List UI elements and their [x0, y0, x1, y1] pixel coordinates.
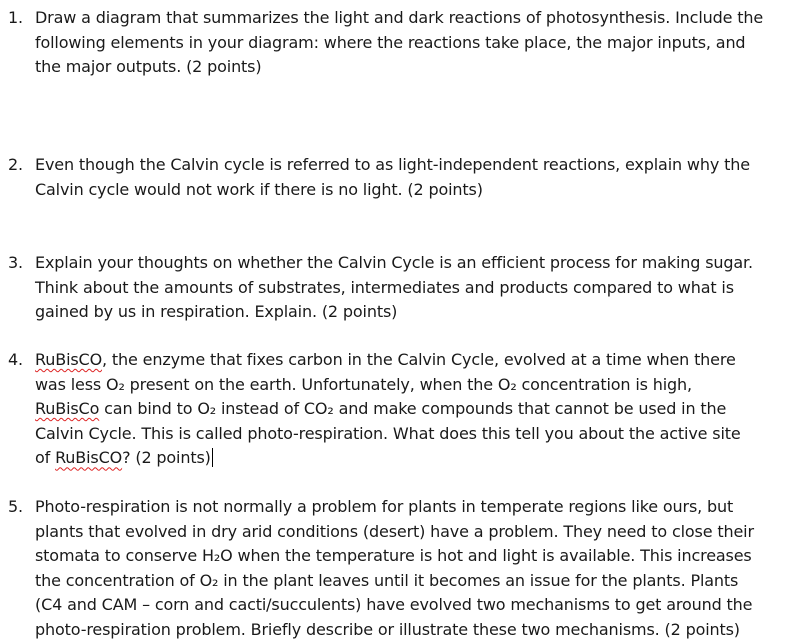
text-line: Draw a diagram that summarizes the light and dark reactions of photosynthesis. Include the [35, 8, 764, 27]
text-segment: of [35, 448, 56, 468]
spellcheck-word[interactable]: RuBisCO [55, 448, 123, 468]
text-line: Explain your thoughts on whether the Calvin Cycle is an efficient process for making sugar. [35, 253, 753, 272]
question-number: 1. [8, 8, 23, 27]
text-line: Calvin cycle would not work if there is no light. (2 points) [35, 179, 483, 199]
question-text [35, 348, 741, 471]
spellcheck-word[interactable]: RuBisCO [35, 350, 103, 369]
text-line [35, 397, 741, 422]
text-line [35, 348, 741, 373]
question-text [35, 6, 763, 80]
spellcheck-word[interactable]: RuBisCo [35, 399, 100, 419]
text-line: the major outputs. (2 points) [35, 57, 262, 77]
text-line: gained by us in respiration. Explain. (2 points) [35, 302, 398, 322]
text-line: Think about the amounts of substrates, intermediates and products compared to what is [35, 277, 734, 297]
text-line: Calvin Cycle. This is called photo-respiration. What does this tell you about the active site [35, 423, 741, 443]
text-line: Photo-respiration is not normally a problem for plants in temperate regions like ours, but [35, 497, 734, 516]
text-segment: , the enzyme that fixes carbon in the Calvin Cycle, evolved at a time when there [102, 350, 736, 369]
text-cursor [212, 448, 213, 467]
text-line: plants that evolved in dry arid conditions (desert) have a problem. They need to close their [35, 521, 754, 541]
question-number: 3. [8, 253, 23, 272]
text-line [35, 446, 741, 471]
question-text [35, 251, 753, 325]
question-text [35, 495, 754, 643]
text-line: stomata to conserve H₂O when the temperature is hot and light is available. This increases [35, 546, 752, 566]
question-text [35, 153, 750, 202]
question-number: 4. [8, 350, 23, 369]
question-number: 2. [8, 155, 23, 174]
text-line: Even though the Calvin cycle is referred to as light-independent reactions, explain why the [35, 155, 750, 174]
text-line: the concentration of O₂ in the plant leaves until it becomes an issue for the plants. Plants [35, 570, 739, 590]
text-line: following elements in your diagram: where the reactions take place, the major inputs, and [35, 32, 746, 52]
text-segment: can bind to O₂ instead of CO₂ and make compounds that cannot be used in the [99, 399, 727, 419]
text-line: photo-respiration problem. Briefly describe or illustrate these two mechanisms. (2 points) [35, 619, 740, 639]
text-line: (C4 and CAM – corn and cacti/succulents) have evolved two mechanisms to get around the [35, 595, 753, 615]
text-line: was less O₂ present on the earth. Unfortunately, when the O₂ concentration is high, [35, 374, 692, 394]
question-number: 5. [8, 497, 23, 516]
text-segment: ? (2 points) [122, 448, 211, 468]
